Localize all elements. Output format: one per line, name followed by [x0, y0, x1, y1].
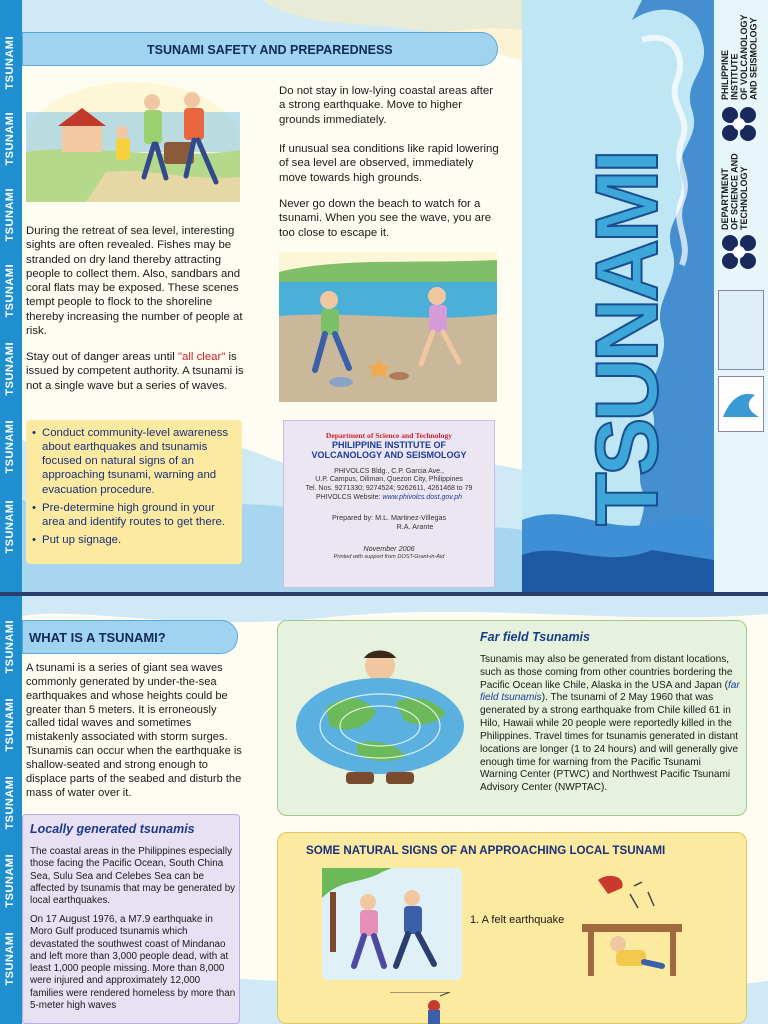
institute-name-line: PHILIPPINE INSTITUTE OF	[331, 440, 446, 450]
strip-label: TSUNAMI	[4, 112, 16, 166]
community-actions-box	[26, 420, 242, 564]
dost-name-line: OF SCIENCE AND	[729, 153, 740, 230]
strip-label: TSUNAMI	[4, 420, 16, 474]
child-under-table-illustration	[578, 872, 688, 982]
strip-label: TSUNAMI	[4, 342, 16, 396]
phivolcs-logo-icon	[719, 104, 759, 144]
cover-title-text: TSUNAMI	[577, 153, 676, 527]
website-link[interactable]: www.phivolcs.dost.gov.ph	[382, 493, 463, 501]
what-is-header	[22, 620, 238, 654]
cover-title	[577, 95, 676, 585]
dost-name-line: DEPARTMENT	[720, 168, 730, 230]
dost-name	[721, 150, 749, 230]
far-field-title: Far field Tsunamis	[480, 630, 590, 644]
publication-date	[284, 545, 494, 560]
strip-label: TSUNAMI	[4, 776, 16, 830]
strip-label: TSUNAMI	[4, 188, 16, 242]
far-field-paragraph	[480, 654, 740, 795]
prepared-by-line: Prepared by: M.L. Martinez-Villegas	[331, 512, 447, 522]
tip-low-lying: Do not stay in low-lying coastal areas after a strong earthquake. Move to higher grounds immediately.	[279, 85, 493, 126]
tsunami-side-strip	[0, 0, 22, 592]
strip-label: TSUNAMI	[4, 854, 16, 908]
prepared-by	[284, 513, 494, 532]
website-label: PHIVOLCS Website:	[315, 493, 383, 501]
dost-label: Department of Science and Technology	[325, 431, 453, 440]
strip-label: TSUNAMI	[4, 698, 16, 752]
sign-felt-earthquake: 1. A felt earthquake	[470, 914, 565, 926]
what-is-paragraph: A tsunami is a series of giant sea waves commonly generated by under-the-sea earthquakes and whose heights could be greater than 5 meters. It is erroneously called tidal waves and sometimes mistakenly associated with storm surges. Tsunamis can occur when the earthquake is shallow-seated and strong enough to displace parts of the seabed and disturb the mass of water over it.	[26, 662, 242, 799]
dost-name-line: TECHNOLOGY	[738, 166, 749, 230]
moro-gulf-paragraph: On 17 August 1976, a M7.9 earthquake in Moro Gulf produced tsunamis which devastated the southwest coast of Mindanao and left more than 3,000 people dead, with at least 1,000 people missing. More than 8,000 were injured and approximately 12,000 families were rendered homeless by more than 5-meter high waves	[30, 914, 236, 1011]
action-item: • Put up signage.	[32, 533, 236, 547]
safety-header	[22, 32, 498, 66]
anniversary-seal	[718, 290, 764, 370]
website-line	[284, 494, 494, 503]
boy-holding-globe-illustration	[286, 648, 472, 794]
stay-out-text-b: is issued by competent authority. A tsunami is not a single wave but a series of waves.	[26, 351, 244, 392]
stay-out-paragraph	[26, 350, 248, 393]
far-field-text-a: Tsunamis may also be generated from distant locations, such as those coming from other countries bordering the Pacific Ocean like Chile, Alaska in the USA and Japan (	[480, 654, 733, 691]
community-actions-list	[32, 426, 236, 547]
phivolcs-contact-card	[283, 420, 495, 588]
phone-numbers: Tel. Nos. 9271330; 9274524; 9262611, 4261468 to 79	[305, 485, 473, 493]
strip-label: TSUNAMI	[4, 932, 16, 986]
children-on-beach-illustration	[279, 252, 497, 402]
front-cover	[522, 0, 768, 592]
tip-beach: Never go down the beach to watch for a tsunami. When you see the wave, you are too close to escape it.	[279, 198, 492, 239]
cover-logo-band	[714, 0, 768, 592]
address-block	[284, 468, 494, 503]
phivolcs-name	[721, 6, 759, 100]
support-note: Printed with support from DOST-Grant-in-Aid	[333, 554, 445, 561]
all-clear-highlight: "all clear"	[177, 351, 226, 363]
strip-label: TSUNAMI	[4, 264, 16, 318]
local-tsunami-title: Locally generated tsunamis	[30, 822, 195, 836]
phivolcs-emblem	[718, 376, 764, 432]
phivolcs-name-line: OF VOLCANOLOGY	[738, 14, 749, 100]
dost-logo-icon	[719, 232, 759, 272]
safety-header-text: TSUNAMI SAFETY AND PREPAREDNESS	[147, 43, 393, 57]
phivolcs-name-line: PHILIPPINE INSTITUTE	[720, 49, 740, 100]
far-field-term: far field tsunamis	[480, 679, 740, 704]
prepared-by-line: R.A. Arante	[396, 522, 434, 532]
fishing-sign-illustration	[300, 992, 500, 1024]
tsunami-side-strip	[0, 596, 22, 1024]
strip-label: TSUNAMI	[4, 620, 16, 674]
far-field-text-b: ). The tsunami of 2 May 1960 that was generated by a strong earthquake from Chile killed 61 in Hilo, Hawaii while 20 people were reportedly killed in the Philippines. Travel times for tsunamis generated in distant locations are longer (1 to 24 hours) and will generally give enough time for warning from the Pacific Tsunami Warning Center (PTWC) and Northwest Pacific Tsunami Advisory Center (NWPTAC).	[480, 692, 739, 794]
stay-out-text-a: Stay out of danger areas until	[26, 351, 178, 363]
people-feeling-earthquake-illustration	[322, 868, 462, 980]
retreat-paragraph: During the retreat of sea level, interesting sights are often revealed. Fishes may be stranded on dry land thereby attracting people to collect them. Also, sandbars and coral flats may be exposed. These scenes tempt people to flock to the shoreline thereby increasing the number of people at risk.	[26, 225, 243, 337]
local-tsunami-paragraph: The coastal areas in the Philippines especially those facing the Pacific Ocean, South China Sea, Sulu Sea and Celebes Sea can be affected by tsunamis that may be generated by local earthquakes.	[30, 846, 236, 907]
institute-name-line: VOLCANOLOGY AND SEISMOLOGY	[311, 450, 467, 461]
strip-label: TSUNAMI	[4, 36, 16, 90]
date-text: November 2006	[363, 544, 415, 554]
address-line: U.P. Campus, Diliman, Quezon City, Philippines	[315, 476, 463, 484]
emblem-wave-icon	[719, 377, 763, 431]
tip-sea-level: If unusual sea conditions like rapid lowering of sea level are observed, immediately move towards high grounds.	[279, 143, 499, 184]
action-item: • Pre-determine high ground in your area and identify routes to get there.	[32, 501, 236, 529]
what-is-header-text: WHAT IS A TSUNAMI?	[29, 630, 166, 645]
phivolcs-name-line: AND SEISMOLOGY	[748, 17, 759, 100]
family-evacuating-illustration	[26, 72, 240, 202]
brochure-inner-panel	[0, 596, 768, 1024]
natural-signs-title: SOME NATURAL SIGNS OF AN APPROACHING LOCAL TSUNAMI	[306, 844, 666, 857]
action-item: • Conduct community-level awareness about earthquakes and tsunamis focused on natural signs of an approaching tsunami, warning and evacuation procedure.	[32, 426, 236, 497]
address-line: PHIVOLCS Bldg., C.P. Garcia Ave.,	[334, 467, 444, 475]
strip-label: TSUNAMI	[4, 500, 16, 554]
